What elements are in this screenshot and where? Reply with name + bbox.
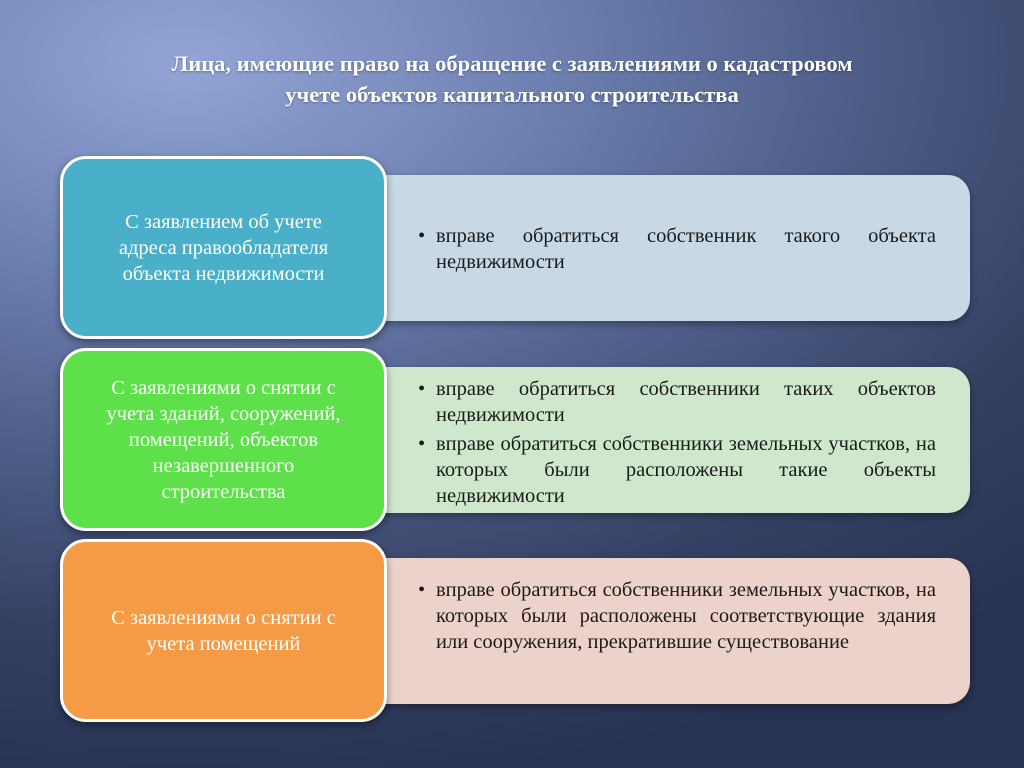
bullet-item: • вправе обратиться собственники земельных участков, на которых были расположены соответствующие здания или сооружения, прекратившие существование bbox=[418, 577, 936, 655]
bullet-list bbox=[418, 223, 936, 278]
bullet-item: • вправе обратиться собственник такого объекта недвижимости bbox=[418, 223, 936, 275]
label-line: учета зданий, сооружений, bbox=[106, 402, 341, 425]
bullet-list bbox=[418, 376, 936, 512]
label-line: незавершенного bbox=[152, 454, 295, 477]
label-box bbox=[60, 156, 387, 339]
bullet-item: • вправе обратиться собственники земельных участков, на которых были расположены такие объекты недвижимости bbox=[418, 431, 936, 509]
label-box bbox=[60, 348, 387, 531]
detail-box bbox=[330, 175, 970, 321]
bullet-list bbox=[418, 577, 936, 658]
slide-title bbox=[40, 48, 984, 110]
slide-title-line: Лица, имеющие право на обращение с заявлениями о кадастровом bbox=[171, 51, 853, 76]
label-line: С заявлениями о снятии с bbox=[111, 606, 336, 629]
slide-title-line: учете объектов капитального строительства bbox=[285, 82, 739, 107]
label-line: адреса правообладателя bbox=[118, 236, 329, 259]
label-line: учета помещений bbox=[146, 632, 301, 655]
label-line: помещений, объектов bbox=[128, 428, 319, 451]
label-line: строительства bbox=[161, 480, 286, 503]
bullet-item: • вправе обратиться собственники таких объектов недвижимости bbox=[418, 376, 936, 428]
label-box bbox=[60, 539, 387, 722]
detail-box bbox=[330, 558, 970, 704]
label-line: С заявлением об учете bbox=[125, 210, 322, 233]
detail-box bbox=[330, 367, 970, 513]
label-line: объекта недвижимости bbox=[122, 262, 325, 285]
label-line: С заявлениями о снятии с bbox=[111, 376, 336, 399]
